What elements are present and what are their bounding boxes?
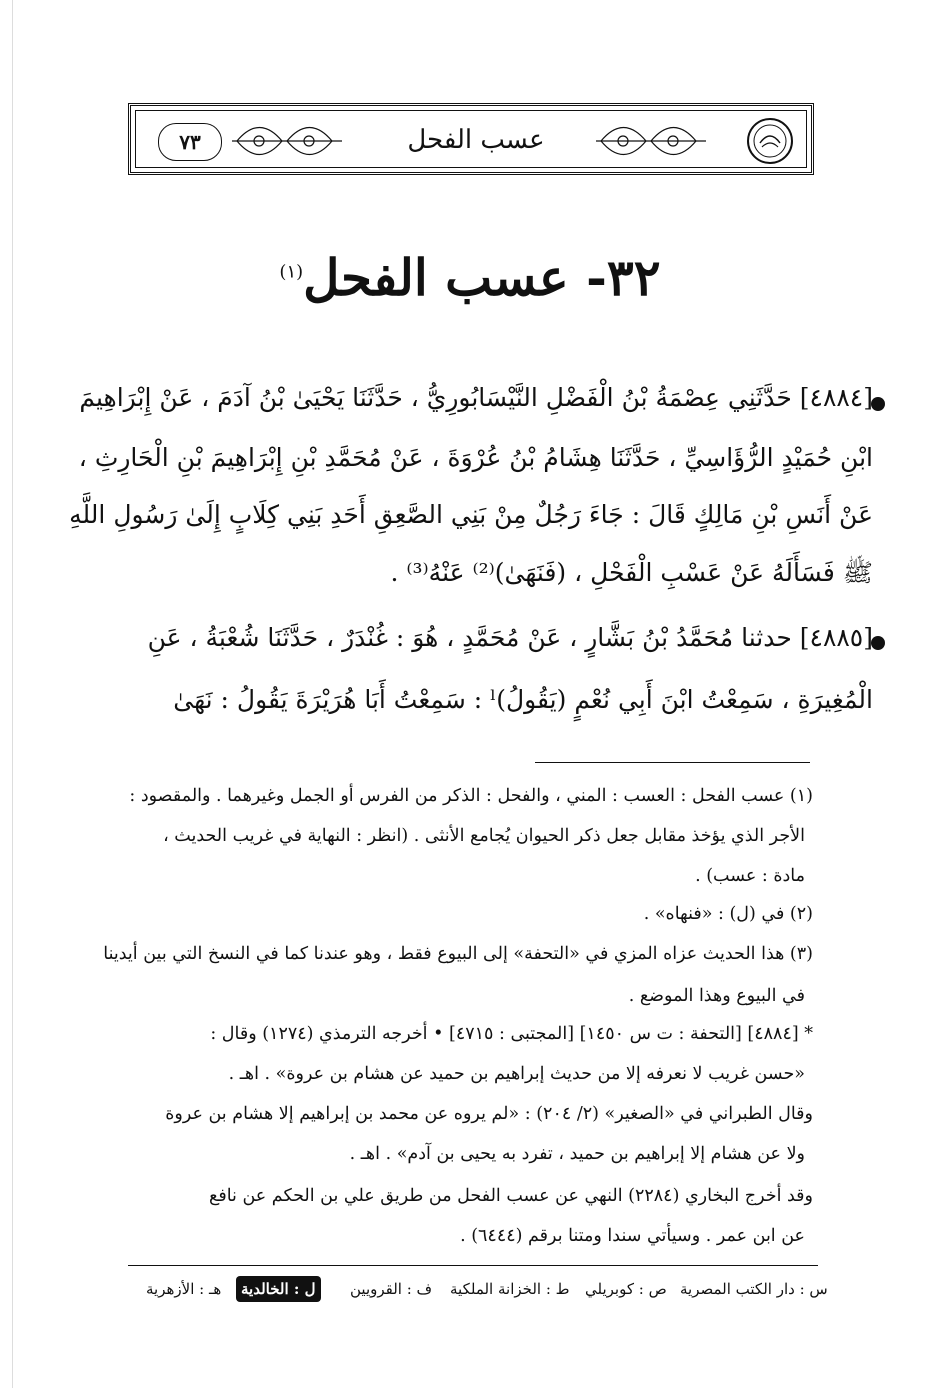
footnote-line: (٢) في (ل) : «فنهاه» . — [643, 904, 813, 924]
hadith-4885-line: [٤٨٨٥] حدثنا مُحَمَّدُ بْنُ بَشَّارٍ ، عَنْ مُحَمَّدٍ ، هُوَ : غُنْدَرٌ ، حَدَّثَنَا شُعْبَةُ ، عَنِ — [147, 623, 873, 652]
publisher-seal-icon — [746, 117, 794, 165]
footnote-line: مادة : عسب) . — [695, 866, 805, 886]
ornament-right-icon — [596, 119, 706, 163]
siglum-ha: هـ : الأزهرية — [146, 1280, 222, 1298]
hadith-4884-line: ابْنِ حُمَيْدٍ الرُّؤَاسِيِّ ، حَدَّثَنَا هِشَامُ بْنُ عُرْوَةَ ، عَنْ مُحَمَّدِ بْنِ إِبْرَاهِيمَ بْنِ الْحَارِثِ ، — [78, 443, 873, 472]
hadith-4884-line: ﷺ فَسَأَلَهُ عَنْ عَسْبِ الْفَحْلِ ، (فَنَهَىٰ)⁽²⁾ عَنْهُ⁽³⁾ . — [390, 558, 873, 587]
takhrij-line: وقال الطبراني في «الصغير» (٢/ ٢٠٤) : «لم يروه عن محمد بن إبراهيم إلا هشام بن عروة — [165, 1104, 813, 1124]
footnote-line: (١) عسب الفحل : العسب : المني ، والفحل : الذكر من الفرس أو الجمل وغيرهما . والمقصود : — [129, 786, 813, 806]
sigla-rule — [128, 1265, 818, 1266]
hadith-bullet — [871, 636, 885, 650]
chapter-heading — [250, 248, 690, 307]
footnote-separator — [535, 762, 810, 763]
takhrij-line: «حسن غريب لا نعرفه إلا من حديث إبراهيم بن حميد عن هشام بن عروة» . اهـ . — [228, 1064, 805, 1084]
hadith-4885-line: الْمُغِيرَةِ ، سَمِعْتُ ابْنَ أَبِي نُعْمٍ (يَقُولُ)ˡ : سَمِعْتُ أَبَا هُرَيْرَةَ يَقُولُ : نَهَىٰ — [173, 685, 873, 714]
takhrij-line: وقد أخرج البخاري (٢٢٨٤) النهي عن عسب الفحل من طريق علي بن الحكم عن نافع — [209, 1186, 813, 1206]
chapter-title-text: عسب الفحل — [303, 248, 569, 307]
siglum-fa: ف : القرويين — [350, 1280, 433, 1298]
page-edge — [12, 0, 13, 1388]
siglum-lam: ل : الخالدية — [236, 1276, 321, 1302]
chapter-footnote-ref: (١) — [279, 261, 304, 283]
footnote-line: الأجر الذي يؤخذ مقابل جعل ذكر الحيوان يُجامع الأنثى . (انظر : النهاية في غريب الحديث ، — [163, 826, 805, 846]
running-header — [128, 103, 814, 175]
header-inner-border — [135, 110, 807, 168]
siglum-sad: ص : كوبريلي — [585, 1280, 667, 1298]
running-title: عسب الفحل — [407, 125, 545, 155]
siglum-s: س : دار الكتب المصرية — [680, 1280, 828, 1298]
hadith-4884-line: عَنْ أَنَسِ بْنِ مَالِكٍ قَالَ : جَاءَ رَجُلٌ مِنْ بَنِي الصَّعِقِ أَحَدِ بَنِي كِلَابٍ إِلَىٰ رَسُولِ اللَّهِ — [69, 500, 873, 529]
takhrij-line: * [٤٨٨٤] [التحفة : ت س ١٤٥٠] [المجتبى : ٤٧١٥] • أخرجه الترمذي (١٢٧٤) وقال : — [210, 1024, 813, 1044]
chapter-number: ٣٢- — [586, 248, 661, 307]
siglum-ta: ط : الخزانة الملكية — [450, 1280, 570, 1298]
page-number: ٧٣ — [158, 123, 222, 161]
takhrij-line: عن ابن عمر . وسيأتي سندا ومتنا برقم (٦٤٤٤) . — [460, 1226, 805, 1246]
footnote-line: في البيوع وهذا الموضع . — [628, 986, 805, 1006]
ornament-left-icon — [232, 119, 342, 163]
takhrij-line: ولا عن هشام إلا إبراهيم بن حميد ، تفرد به يحيى بن آدم» . اهـ . — [349, 1144, 805, 1164]
footnote-line: (٣) هذا الحديث عزاه المزي في «التحفة» إلى البيوع فقط ، وهو عندنا كما في النسخ التي بين أيدينا — [103, 944, 813, 964]
hadith-bullet — [871, 397, 885, 411]
hadith-4884-line: [٤٨٨٤] حَدَّثَنِي عِصْمَةُ بْنُ الْفَضْلِ النَّيْسَابُورِيُّ ، حَدَّثَنَا يَحْيَىٰ بْنُ آدَمَ ، عَنْ إِبْرَاهِيمَ — [79, 383, 873, 412]
